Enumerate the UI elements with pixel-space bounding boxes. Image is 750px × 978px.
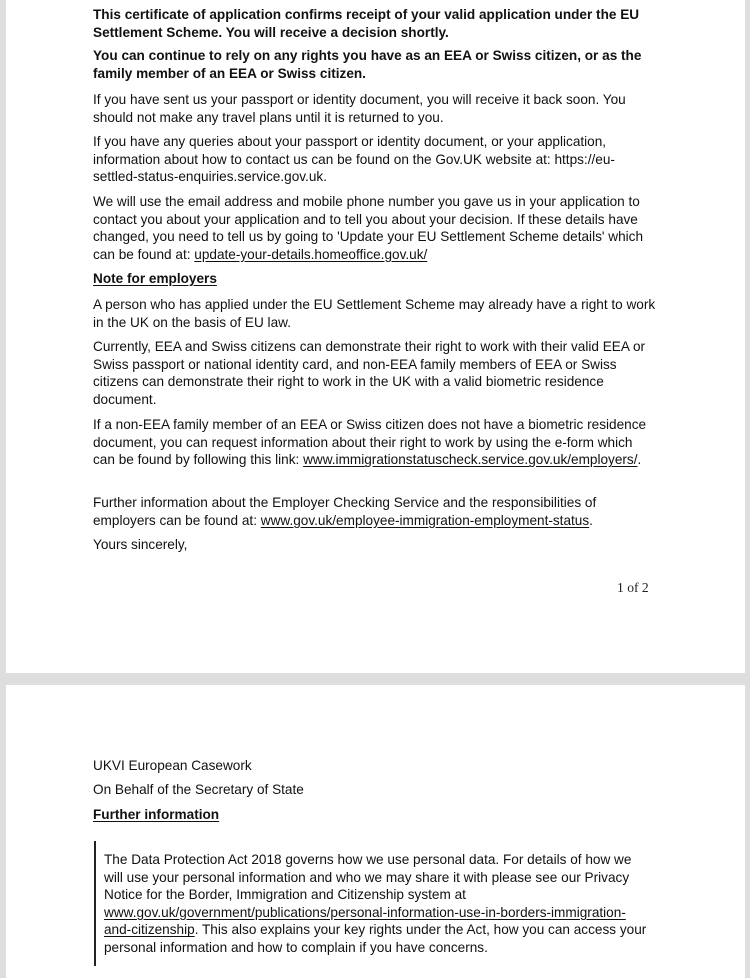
update-details-link[interactable]: update-your-details.homeoffice.gov.uk/ — [194, 246, 428, 262]
employer-checking-text: Further information about the Employer Checking Service and the responsibilities of employers can be found at: — [93, 495, 597, 528]
privacy-notice-link[interactable]: www.gov.uk/government/publications/personal-information-use-in-borders-immigration-and-citizenship — [104, 904, 626, 938]
immigration-status-check-link[interactable]: www.immigrationstatuscheck.service.gov.uk/employers/ — [303, 452, 638, 468]
rights-paragraph: You can continue to rely on any rights you have as an EEA or Swiss citizen, or as the family member of an EEA or Swiss citizen. — [93, 48, 642, 81]
contact-details-text: We will use the email address and mobile phone number you gave us in your application to contact you about your application and to tell you about your decision. If these details have changed, you need to tell us by going to 'Update your EU Settlement Scheme details' which can be found at: — [93, 194, 644, 262]
data-protection-end: . This also explains your key rights under the Act, how you can access your personal information and how to complain if you have concerns. — [104, 922, 647, 955]
employer-checking-paragraph — [93, 494, 658, 529]
non-eea-text: If a non-EEA family member of an EEA or Swiss citizen does not have a biometric residence document, you can request information about their right to work by using the e-form which can be found by following this link: — [93, 417, 647, 468]
closing-salutation: Yours sincerely, — [93, 537, 188, 552]
eea-citizens-paragraph: Currently, EEA and Swiss citizens can demonstrate their right to work with their valid EEA or Swiss passport or national identity card, and non-EEA family members of EEA or Swiss citizens can demonstrate their right to work in the UK with a valid biometric residence document. — [93, 339, 646, 407]
confirmation-paragraph: This certificate of application confirms receipt of your valid application under the EU Settlement Scheme. You will receive a decision shortly. — [93, 7, 640, 40]
employment-status-link[interactable]: www.gov.uk/employee-immigration-employment-status — [260, 512, 590, 528]
document-page-2 — [6, 685, 745, 978]
employer-checking-end: . — [589, 512, 593, 528]
data-protection-paragraph — [104, 851, 652, 957]
employers-heading: Note for employers — [93, 271, 217, 286]
document-page-1 — [6, 0, 745, 673]
passport-return-paragraph: If you have sent us your passport or identity document, you will receive it back soon. You should not make any travel plans until it is returned to you. — [93, 92, 626, 125]
data-protection-text: The Data Protection Act 2018 governs how we use personal data. For details of how we will use your personal information and who we may share it with please see our Privacy Notice for the Border, Immigration and Citizenship system at — [104, 852, 632, 903]
contact-details-paragraph — [93, 193, 658, 263]
signatory-department: UKVI European Casework — [93, 758, 252, 773]
non-eea-paragraph — [93, 416, 658, 469]
page-number: 1 of 2 — [617, 580, 649, 595]
queries-paragraph: If you have any queries about your passport or identity document, or your application, information about how to contact us can be found on the Gov.UK website at: https://eu-settled-status-enquiries.service.gov.uk. — [93, 134, 615, 185]
signatory-title: On Behalf of the Secretary of State — [93, 782, 304, 797]
further-information-heading: Further information — [93, 807, 220, 822]
data-protection-notice-box — [94, 841, 660, 966]
right-to-work-paragraph: A person who has applied under the EU Settlement Scheme may already have a right to work in the UK on the basis of EU law. — [93, 297, 656, 330]
non-eea-end: . — [637, 452, 642, 468]
